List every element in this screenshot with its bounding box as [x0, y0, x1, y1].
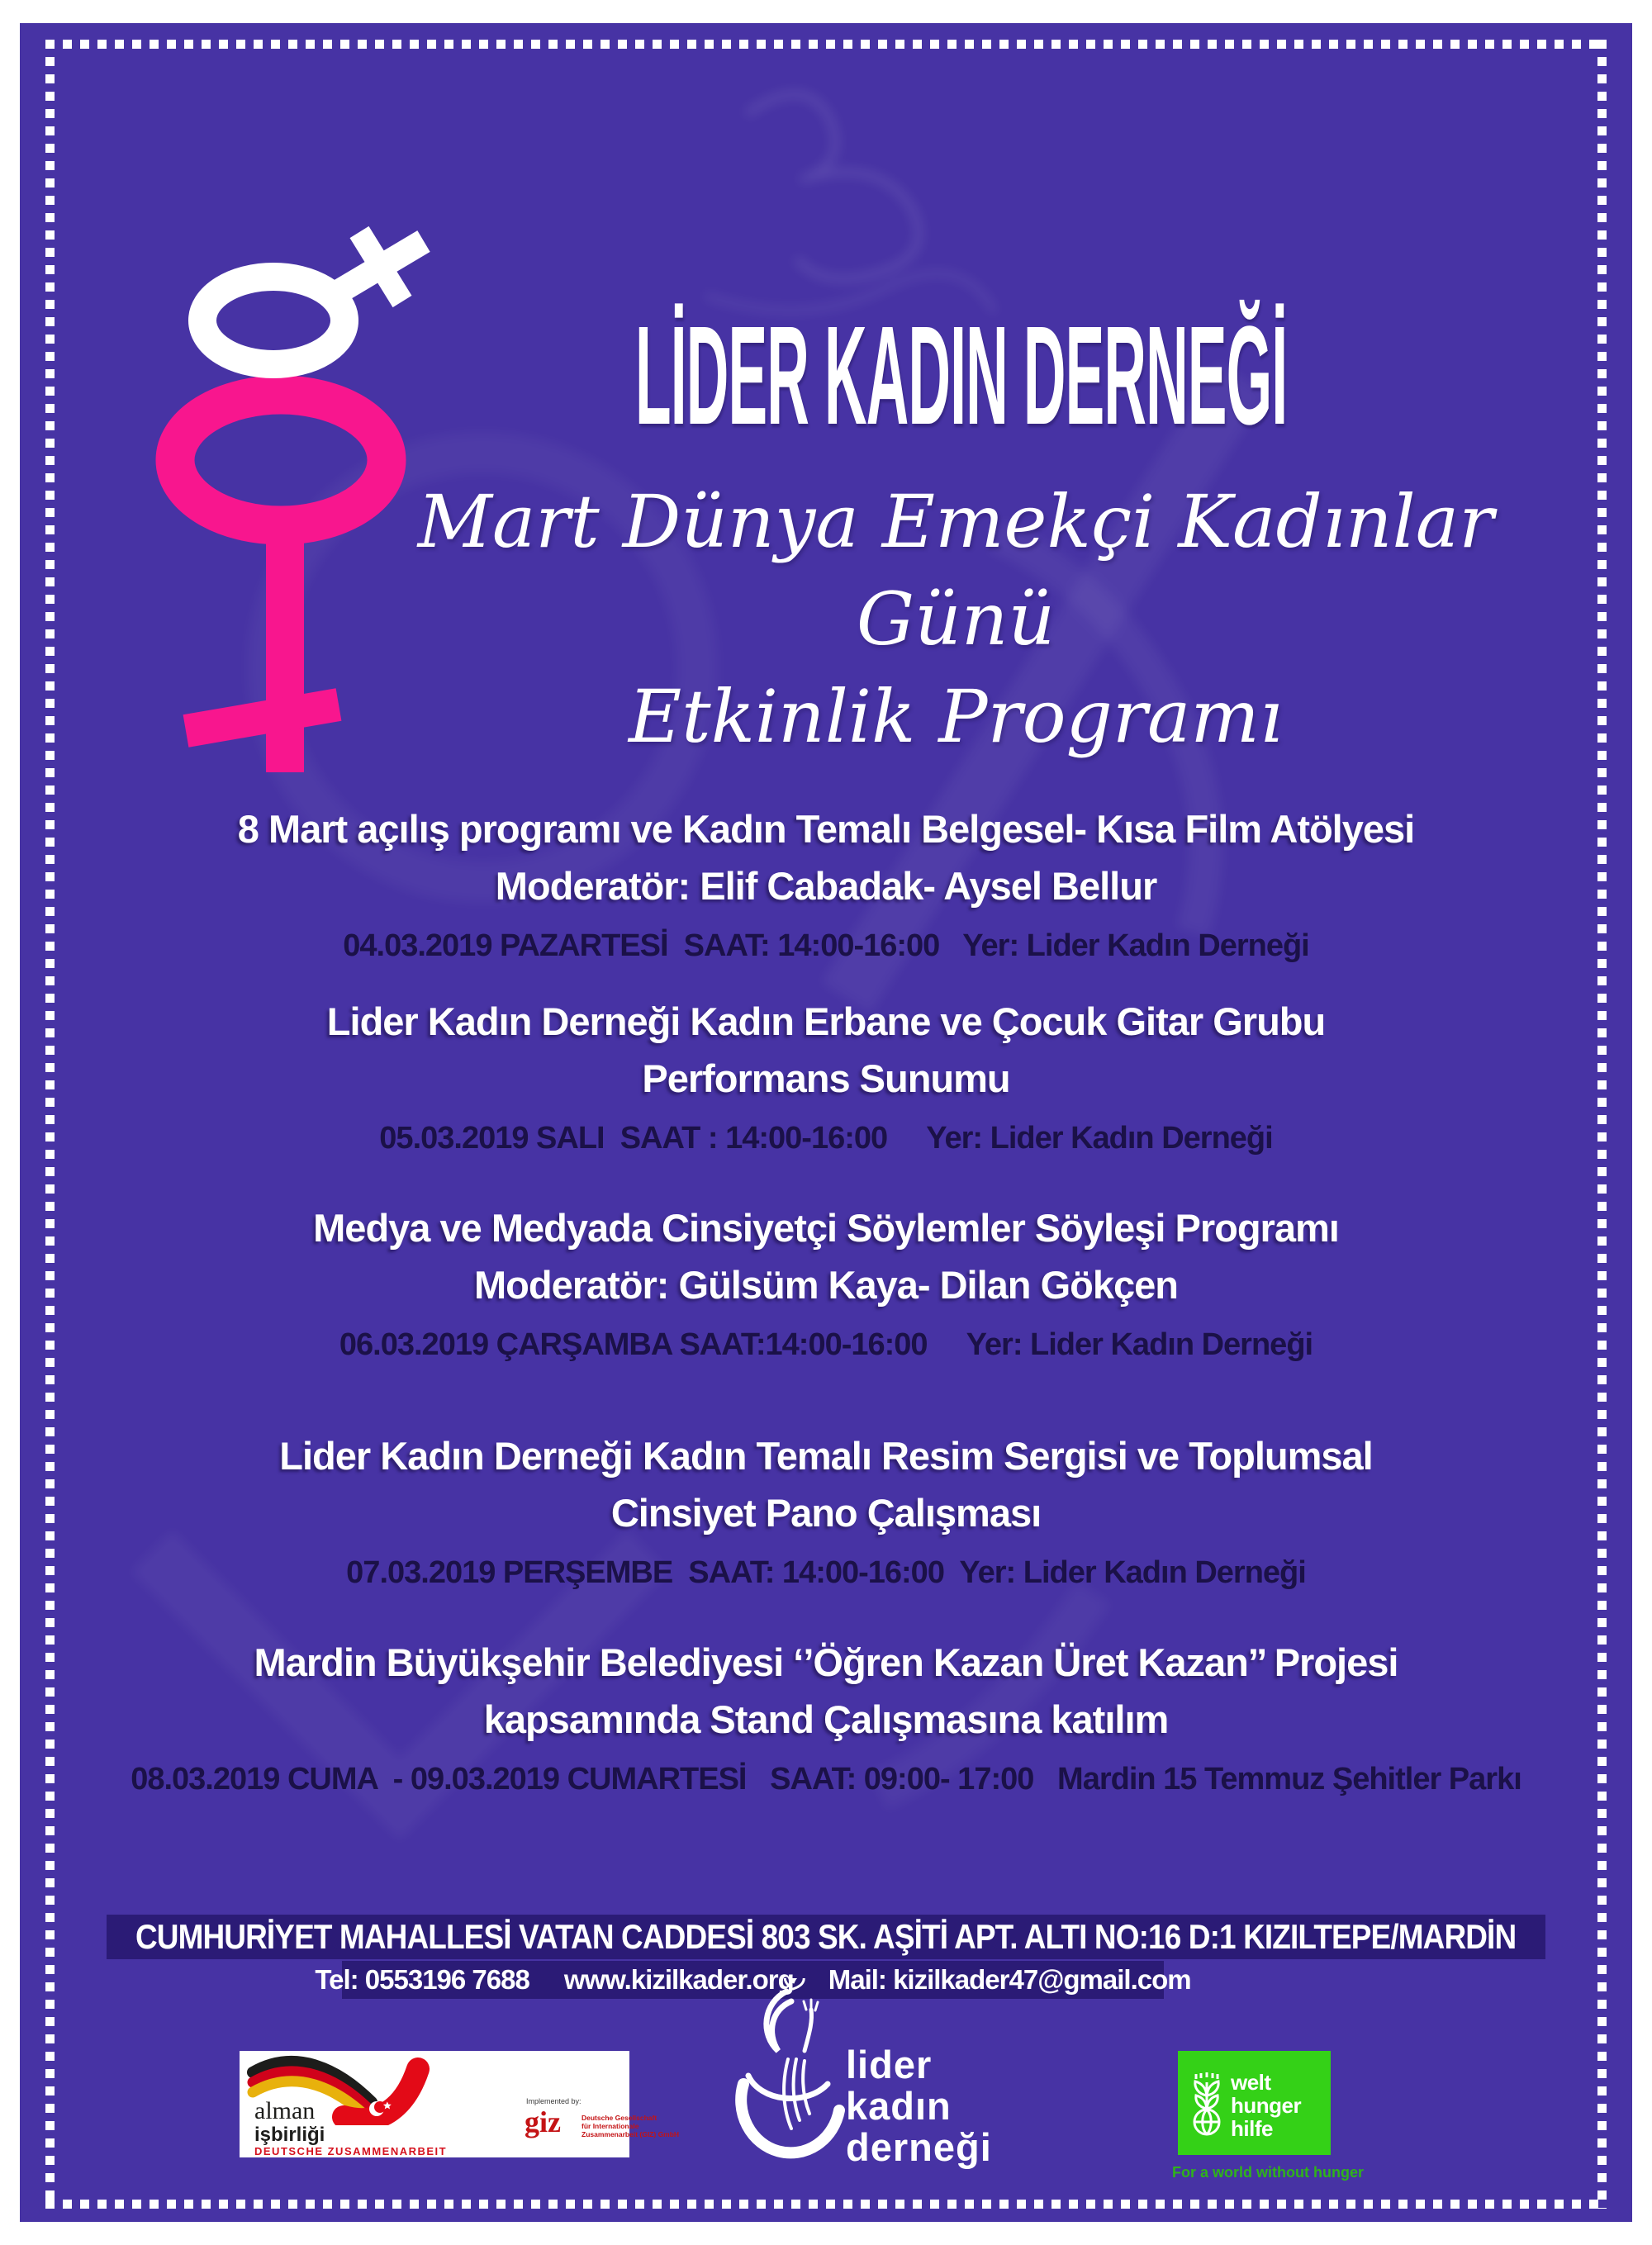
poster-background: [20, 23, 1632, 2222]
deutsche-zusammenarbeit-caption: DEUTSCHE ZUSAMMENARBEIT: [254, 2145, 448, 2157]
event-block-5: [20, 1638, 1632, 1798]
event-schedule: 04.03.2019 PAZARTESİ SAAT: 14:00-16:00 Yer: Lider Kadın Derneği: [343, 928, 1309, 963]
subtitle-line1: Mart Dünya Emekçi Kadınlar Günü: [417, 479, 1494, 662]
wheat-globe-icon: [1188, 2072, 1226, 2137]
event-subtitle: Cinsiyet Pano Çalışması: [610, 1491, 1042, 1535]
event-subtitle: Moderatör: Gülsüm Kaya- Dilan Gökçen: [474, 1263, 1178, 1307]
hunger-line: hunger: [1231, 2093, 1302, 2118]
address-text: CUMHURİYET MAHALLESİ VATAN CADDESİ 803 SK. AŞİTİ APT. ALTI NO:16 D:1 KIZILTEPE/MARDİN: [135, 1917, 1517, 1956]
event-subtitle: kapsamında Stand Çalışmasına katılım: [483, 1697, 1169, 1741]
implemented-by-label: Implemented by:: [526, 2097, 582, 2105]
kadin-line: kadın: [846, 2084, 952, 2128]
subtitle-line2: Etkinlik Programı: [628, 674, 1284, 759]
hilfe-line: hilfe: [1231, 2116, 1273, 2141]
event-block-2: [20, 997, 1632, 1157]
dernegi-line: derneği: [846, 2125, 992, 2169]
lider-kadin-dernegi-wordmark: [846, 2044, 992, 2168]
giz-description-line2: für Internationale: [582, 2122, 639, 2130]
event-subtitle: Moderatör: Elif Cabadak- Aysel Bellur: [495, 864, 1157, 908]
event-title: 8 Mart açılış programı ve Kadın Temalı Belgesel- Kısa Film Atölyesi: [237, 807, 1415, 851]
german-cooperation-logo: [240, 2051, 680, 2157]
giz-description-line1: Deutsche Gesellschaft: [582, 2114, 657, 2122]
welthungerhilfe-logo: [1178, 2051, 1331, 2155]
event-block-3: [20, 1203, 1632, 1364]
welthungerhilfe-wordmark: [1231, 2071, 1301, 2140]
alman-wordmark: alman: [254, 2097, 316, 2124]
event-title: Mardin Büyükşehir Belediyesi ‘’Öğren Kazan Üret Kazan’’ Projesi: [254, 1640, 1398, 1684]
event-schedule: 07.03.2019 PERŞEMBE SAAT: 14:00-16:00 Yer: Lider Kadın Derneği: [346, 1555, 1306, 1590]
event-title: Medya ve Medyada Cinsiyetçi Söylemler Söyleşi Programı: [313, 1206, 1339, 1250]
event-schedule: 06.03.2019 ÇARŞAMBA SAAT:14:00-16:00 Yer: Lider Kadın Derneği: [339, 1327, 1313, 1362]
welthungerhilfe-tagline: For a world without hunger: [1172, 2164, 1364, 2181]
event-title: Lider Kadın Derneği Kadın Temalı Resim Sergisi ve Toplumsal: [279, 1434, 1373, 1478]
dotted-border-top: [45, 40, 1607, 49]
event-block-4: [20, 1431, 1632, 1592]
giz-wordmark: giz: [525, 2105, 561, 2138]
org-title-text: LİDER KADIN DERNEĞİ: [635, 297, 1288, 454]
email-address: Mail: kizilkader47@gmail.com: [828, 1964, 1191, 1995]
event-schedule: 08.03.2019 CUMA - 09.03.2019 CUMARTESİ SAAT: 09:00- 17:00 Mardin 15 Temmuz Şehitler Parkı: [131, 1762, 1521, 1796]
event-schedule: 05.03.2019 SALI SAAT : 14:00-16:00 Yer: Lider Kadın Derneği: [379, 1121, 1273, 1156]
giz-description-line3: Zusammenarbeit (GIZ) GmbH: [582, 2130, 680, 2138]
page-title: [185, 297, 1606, 454]
address-bar: [107, 1915, 1545, 1959]
phone-number: Tel: 0553196 7688: [315, 1964, 529, 1995]
giz-description: [582, 2114, 679, 2138]
event-title: Lider Kadın Derneği Kadın Erbane ve Çocuk Gitar Grubu: [326, 999, 1326, 1043]
isbirligi-wordmark: işbirliği: [254, 2124, 325, 2146]
welt-line: welt: [1231, 2070, 1271, 2095]
subtitle: [377, 473, 1534, 766]
event-block-1: [20, 804, 1632, 965]
lider-line: lider: [846, 2043, 933, 2086]
woman-in-bowl-logo-icon: [719, 1978, 859, 2201]
website-url: www.kizilkader.org: [563, 1964, 794, 1995]
event-subtitle: Performans Sunumu: [642, 1056, 1010, 1100]
